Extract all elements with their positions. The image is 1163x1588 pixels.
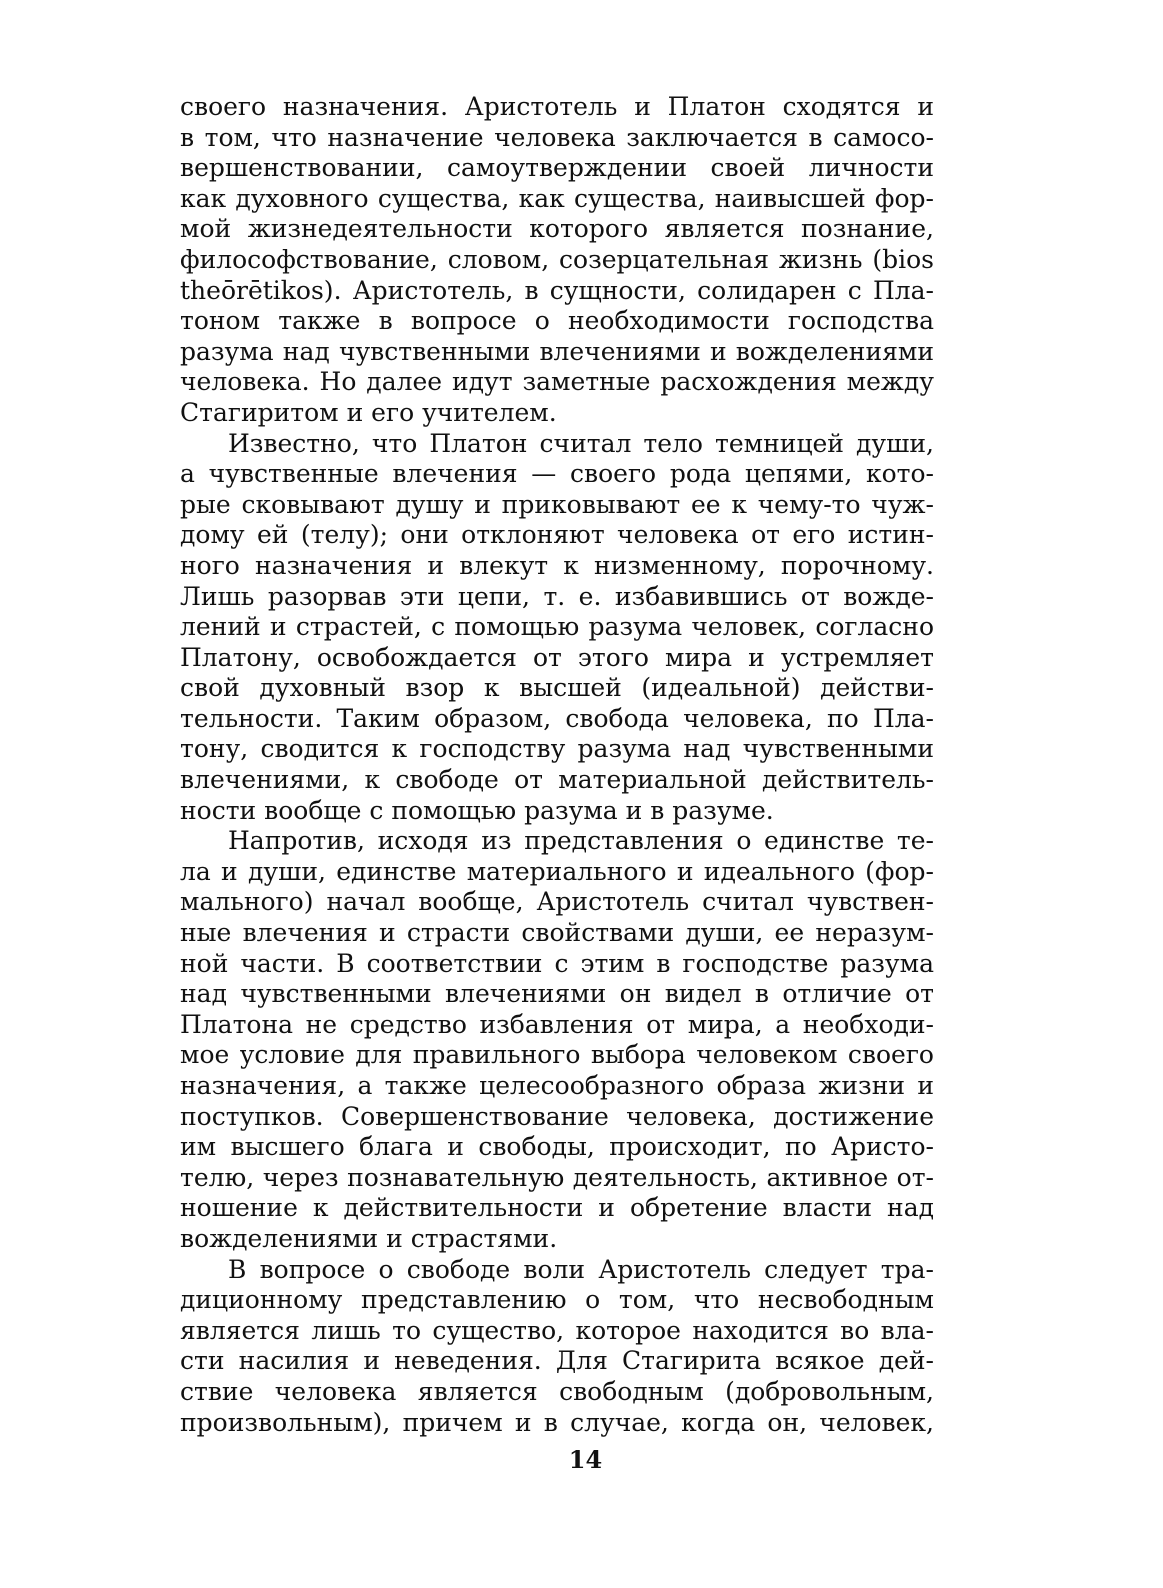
text-line: Лишь разорвав эти цепи, т. е. избавившись от вожде- [180,581,934,611]
text-line: дому ей (телу); они отклоняют человека от его истин- [180,520,934,550]
text-line: своего назначения. Аристотель и Платон сходятся и [180,92,934,121]
text-line: влечениями, к свободе от материальной действитель- [180,765,934,795]
text-line: мой жизнедеятельности которого является познание, [180,214,934,244]
text-line: тельности. Таким образом, свобода человека, по Пла- [180,703,934,733]
text-line: ствие человека является свободным (добровольным, [180,1376,934,1406]
body-text [180,92,934,1438]
text-line: а чувственные влечения — своего рода цепями, кото- [180,459,934,489]
text-line: ности вообще с помощью разума и в разуме. [180,795,774,825]
text-line: Стагиритом и его учителем. [180,397,557,427]
text-line: диционному представлению о том, что несвободным [180,1285,934,1315]
text-line: мального) начал вообще, Аристотель считал чувствен- [180,887,934,917]
text-line: над чувственными влечениями он видел в отличие от [180,979,934,1009]
text-line: назначения, а также целесообразного образа жизни и [180,1071,934,1100]
text-line: философствование, словом, созерцательная жизнь (bios [180,244,934,274]
text-line: Напротив, исходя из представления о единстве те- [228,826,934,856]
text-line: Платону, освобождается от этого мира и устремляет [180,642,934,672]
text-line: ные влечения и страсти свойствами души, ее неразум- [180,918,934,948]
text-line: В вопросе о свободе воли Аристотель следует тра- [228,1254,934,1284]
text-line: поступков. Совершенствование человека, достижение [180,1101,934,1131]
text-line: ного назначения и влекут к низменному, порочному. [180,550,934,580]
text-line: мое условие для правильного выбора человеком своего [180,1040,934,1070]
text-line: Известно, что Платон считал тело темницей души, [228,428,934,458]
paragraph [180,92,934,429]
text-line: как духовного существа, как существа, наивысшей фор- [180,183,934,213]
text-line: ной части. В соответствии с этим в господстве разума [180,948,934,978]
text-line: рые сковывают душу и приковывают ее к чему-то чуж- [180,489,934,519]
text-line: лений и страстей, с помощью разума человек, согласно [180,612,934,642]
text-line: вожделениями и страстями. [180,1223,558,1253]
text-line: theōrētikos). Аристотель, в сущности, солидарен с Пла- [180,275,934,305]
paragraph [180,429,934,827]
text-line: сти насилия и неведения. Для Стагирита всякое дей- [180,1346,934,1376]
text-line: тону, сводится к господству разума над чувственными [180,734,934,764]
text-line: тоном также в вопросе о необходимости господства [180,306,934,336]
text-line: произвольным), причем и в случае, когда он, человек, [180,1407,934,1437]
paragraph [180,1255,934,1439]
text-line: ношение к действительности и обретение власти над [180,1193,934,1223]
text-line: человека. Но далее идут заметные расхождения между [180,367,934,397]
text-line: телю, через познавательную деятельность, активное от- [180,1162,934,1192]
text-line: вершенствовании, самоутверждении своей личности [180,153,934,183]
text-line: ла и души, единстве материального и идеального (фор- [180,856,934,886]
text-line: свой духовный взор к высшей (идеальной) действи- [180,673,934,703]
text-line: им высшего блага и свободы, происходит, по Аристо- [180,1132,934,1162]
text-line: является лишь то существо, которое находится во вла- [180,1315,934,1345]
page-number: 14 [568,1445,603,1474]
text-line: в том, что назначение человека заключается в самосо- [180,122,934,152]
text-line: разума над чувственными влечениями и вожделениями [180,336,934,366]
paragraph [180,826,934,1254]
text-line: Платона не средство избавления от мира, а необходи- [180,1009,934,1039]
